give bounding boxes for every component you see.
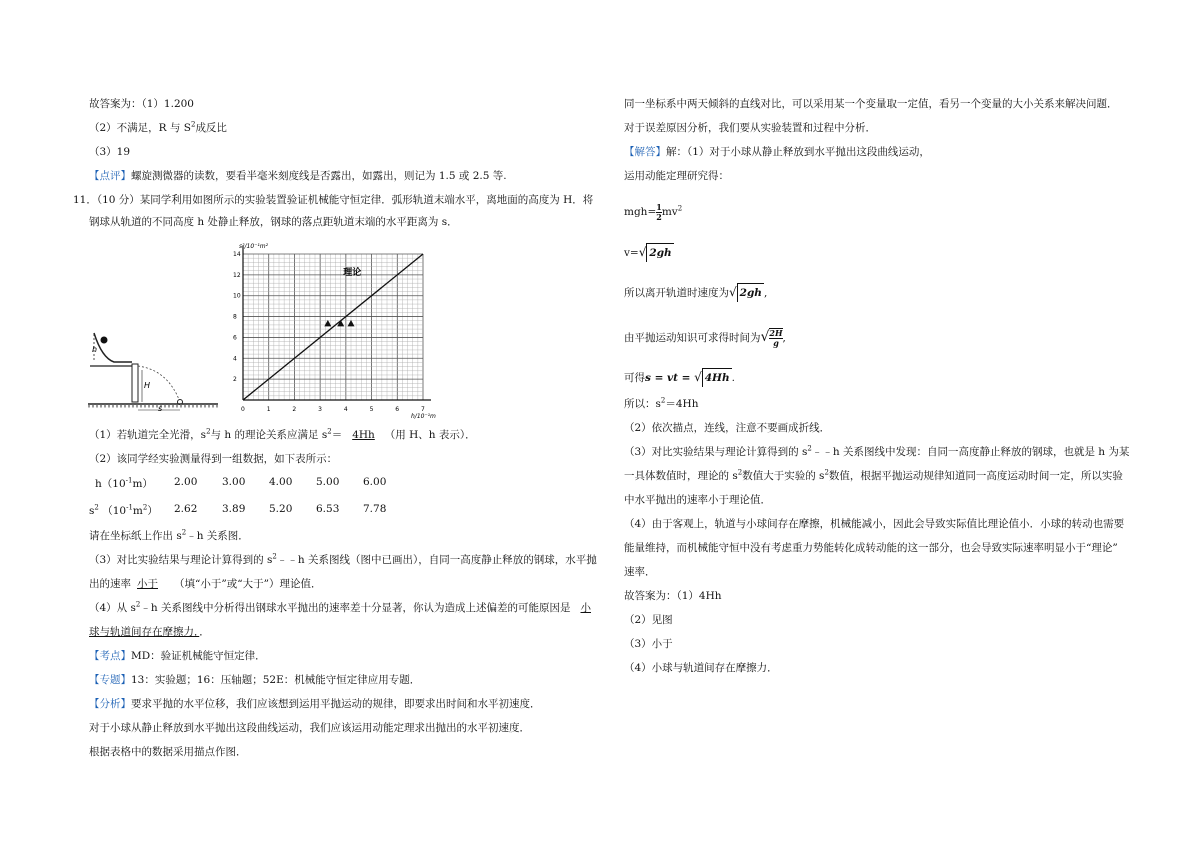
solution-part-4-line-2: 能量维持，而机械能守恒中没有考虑重力势能转化成转动能的这一部分，也会导致实际速率明显小于“理论” (624, 542, 1118, 554)
table-row-h-label: $h(10^{-1}m)$ (95, 476, 153, 490)
table-cell: 3.89 (222, 503, 246, 515)
solution-part-3-line-3: 中水平抛出的速率小于理论值． (624, 494, 771, 506)
x-tick-label: 6 (395, 406, 400, 413)
table-cell: 6.53 (316, 503, 340, 515)
solution-part-3-line-1: （3）对比实验结果与理论计算得到的 $s^2﹣﹣h$ 关系图线中发现：自同一高度静止释放的钢球，也就是 h 为某 (624, 444, 1130, 458)
question-11-part-1: （1）若轨道完全光滑，$s^2$与 h 的理论关系应满足 $s^2= 4Hh$ （用 H、h 表示）． (89, 427, 476, 441)
final-answer-4: （4）小球与轨道间存在摩擦力． (624, 662, 778, 674)
question-11-part-4-line-1: （4）从 $s^2﹣h$ 关系图线中分析得出钢球水平抛出的速率差十分显著，你认为造成上述偏差的可能原因是 小 (89, 600, 591, 614)
table-cell: 3.00 (222, 476, 246, 488)
x-tick-label: 0 (241, 406, 245, 413)
question-11-part-2: （2）该同学经实验测量得到一组数据，如下表所示： (89, 453, 338, 465)
solution-part-2: （2）依次描点，连线，注意不要画成折线． (624, 422, 831, 434)
table-cell: 6.00 (363, 476, 387, 488)
ball-icon (101, 337, 108, 344)
fraction: $\frac{1}{2}$ (656, 201, 662, 222)
x-axis-label: h/10⁻¹m (411, 413, 436, 420)
question-11-part-3-line-1: （3）对比实验结果与理论计算得到的 $s^2﹣﹣h$ 关系图线（图中已画出），自同一高度静止释放的钢球，水平抛 (89, 552, 597, 566)
theory-line (243, 254, 423, 400)
svg-text:s: s (158, 404, 163, 413)
fenxi-line-3: 根据表格中的数据采用描点作图． (89, 746, 247, 758)
comment-tag: 【点评】 (89, 170, 131, 182)
solution-part-4-line-1: （4）由于客观上，轨道与小球间存在摩擦，机械能减小，因此会导致实际值比理论值小．小球的转动也需要 (624, 518, 1125, 530)
question-11-line-1: 11．（10 分）某同学利用如图所示的实验装置验证机械能守恒定律．弧形轨道末端水平，离地面的高度为 H．将 (73, 194, 594, 206)
final-answer-3: （3）小于 (624, 638, 673, 650)
answer-2: （2）不满足，R 与 $S^2$成反比 (89, 120, 227, 134)
x-tick-label: 4 (343, 406, 348, 413)
table-cell: 7.78 (363, 503, 387, 515)
svg-text:h: h (92, 345, 98, 354)
y-tick-label: 14 (233, 251, 241, 258)
solution-part-4-line-3: 速率． (624, 566, 656, 578)
answer-blank-3: 小于 (137, 578, 158, 590)
final-answer-1: 故答案为：（1）4Hh (624, 590, 722, 602)
final-answer-2: （2）见图 (624, 614, 673, 626)
x-tick-label: 3 (318, 406, 322, 413)
y-tick-label: 6 (233, 334, 237, 342)
apparatus-figure (88, 328, 220, 412)
y-tick-label: 2 (233, 376, 237, 384)
fenxi: 【分析】要求平抛的水平位移，我们应该想到运用平抛运动的规律，即要求出时间和水平初速度． (89, 698, 541, 710)
theory-label: 理论 (343, 267, 362, 278)
jieda: 【解答】解：（1）对于小球从静止释放到水平抛出这段曲线运动， (624, 146, 930, 158)
s2-h-chart (225, 240, 437, 420)
svg-text:H: H (144, 381, 151, 390)
question-11-part-3-line-2: 出的速率 小于 （填“小于”或“大于”）理论值． (89, 578, 322, 590)
equation-velocity: v=√ 2gh (624, 243, 674, 262)
plot-instruction: 请在坐标纸上作出 $s^2﹣h$ 关系图． (89, 528, 249, 542)
y-axis-label: s²/10⁻¹m² (239, 243, 269, 250)
question-11-part-4-line-2: 球与轨道间存在摩擦力．． (89, 626, 210, 638)
zhuanti-tag: 【专题】 (89, 674, 131, 686)
jieda-tag: 【解答】 (624, 146, 666, 158)
analysis-line-2: 对于误差原因分析，我们要从实验装置和过程中分析． (624, 122, 876, 134)
equation-displacement: 可得s = vt = √ 4Hh . (624, 368, 735, 387)
y-tick-label: 8 (233, 313, 237, 321)
y-tick-label: 12 (233, 271, 241, 279)
equation-time: 由平抛运动知识可求得时间为√ $\frac{2H}{g}$, (624, 328, 786, 348)
kaodian-tag: 【考点】 (89, 650, 131, 662)
question-11-line-2: 钢球从轨道的不同高度 h 处静止释放，钢球的落点距轨道末端的水平距离为 s． (89, 216, 458, 228)
answer-3: （3）19 (89, 146, 131, 158)
zhuanti: 【专题】13：实验题；16：压轴题；52E：机械能守恒定律应用专题． (89, 674, 421, 686)
analysis-line-1: 同一坐标系中两天倾斜的直线对比，可以采用某一个变量取一定值，看另一个变量的大小关系来解决问题． (624, 98, 1118, 110)
equation-energy: mgh= $\frac{1}{2}mv^2$ (624, 201, 683, 222)
y-tick-label: 10 (233, 292, 241, 300)
answers-intro: 故答案为：（1）1.200 (89, 98, 194, 110)
x-tick-label: 7 (421, 406, 425, 413)
x-tick-label: 5 (369, 406, 374, 413)
fenxi-tag: 【分析】 (89, 698, 131, 710)
answer-blank-4: 球与轨道间存在摩擦力． (89, 626, 200, 638)
table-cell: 5.20 (269, 503, 293, 515)
table-cell: 2.00 (174, 476, 198, 488)
equation-result: 所以：$s^2=4Hh$ (624, 396, 699, 410)
table-cell: 4.00 (269, 476, 293, 488)
dongneng-line: 运用动能定理研究得： (624, 170, 729, 182)
equation-leave-speed: 所以离开轨道时速度为√ 2gh , (624, 283, 767, 302)
x-tick-label: 2 (292, 406, 297, 413)
solution-part-3-line-2: 一具体数值时，理论的 $s^2$数值大于实验的 $s^2$数值，根据平抛运动规律知道同一高度运动时间一定，所以实验 (624, 468, 1123, 482)
x-tick-label: 1 (266, 406, 271, 413)
comment: 【点评】螺旋测微器的读数，要看半毫米刻度线是否露出，如露出，则记为 1.5 或 2.5 等. (89, 170, 507, 182)
kaodian: 【考点】MD：验证机械能守恒定律． (89, 650, 266, 662)
table-cell: 5.00 (316, 476, 340, 488)
fenxi-line-2: 对于小球从静止释放到水平抛出这段曲线运动，我们应该运用动能定理求出抛出的水平初速度． (89, 722, 530, 734)
table-cell: 2.62 (174, 503, 198, 515)
answer-blank-1: 4Hh (352, 429, 375, 441)
table-row-s2-label: $s^2$ $(10^{-1}m^2)$ (89, 503, 158, 517)
y-tick-label: 4 (233, 355, 237, 363)
